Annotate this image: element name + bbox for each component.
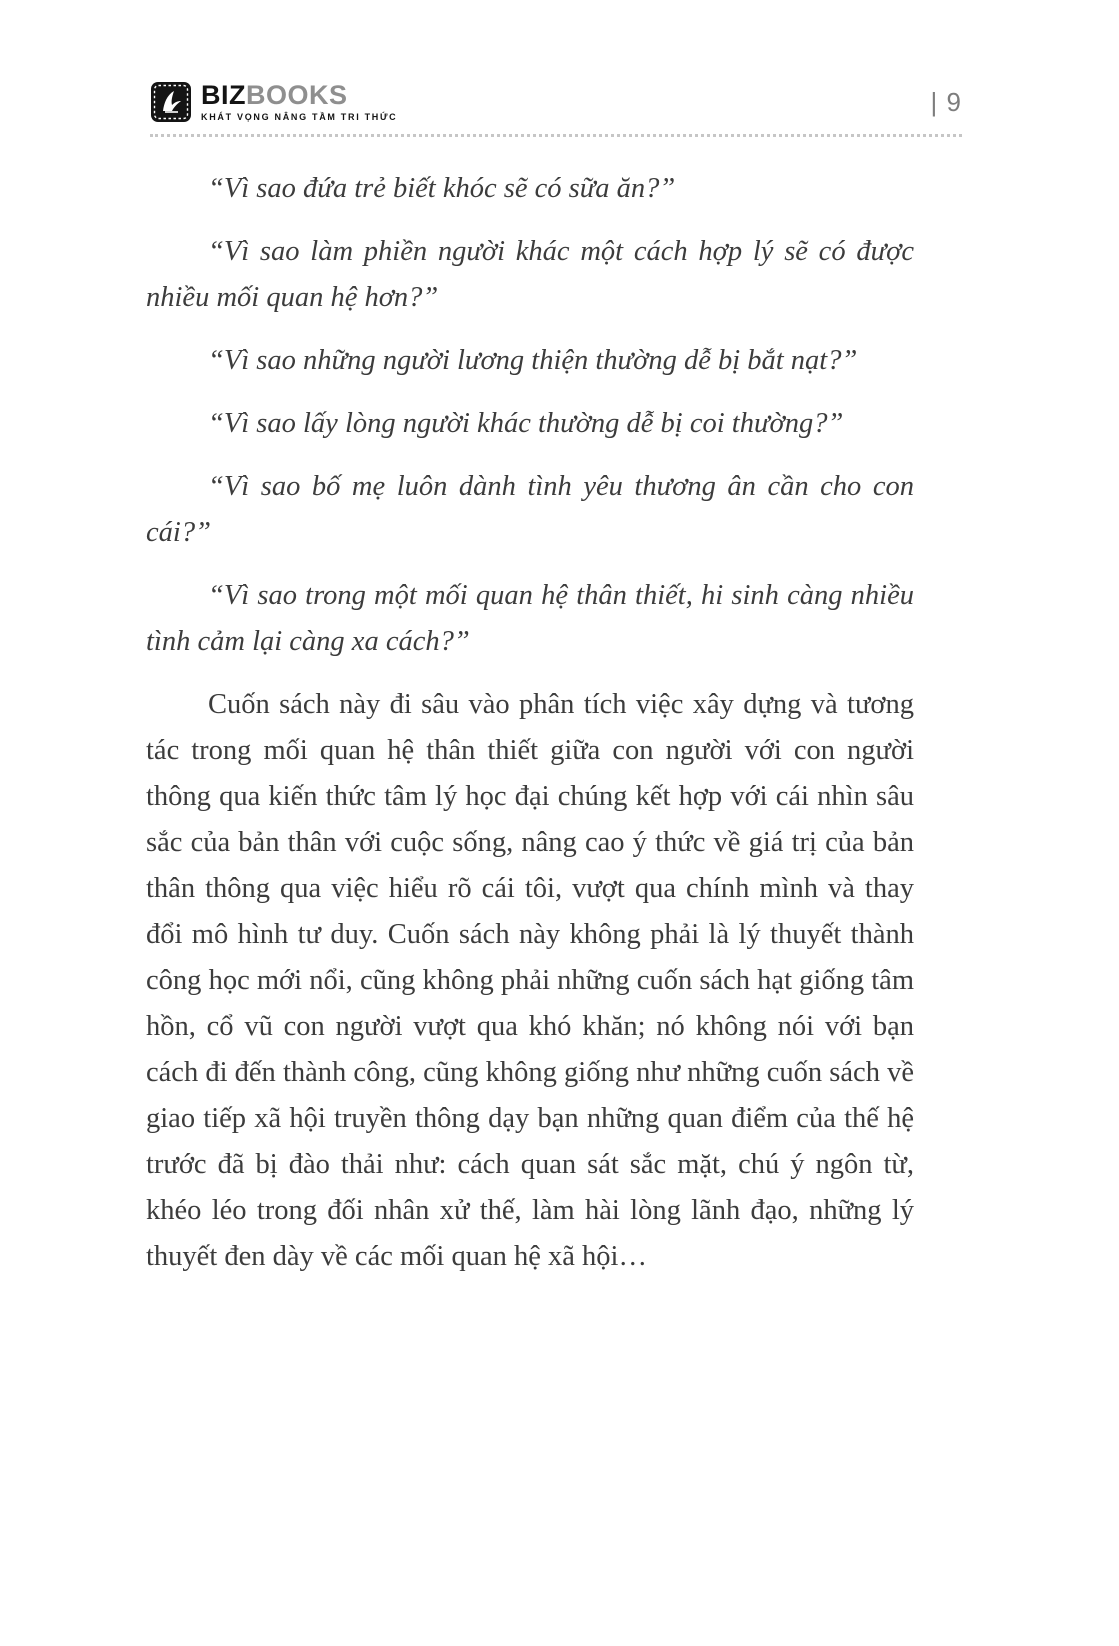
brand-name-books: BOOKS [246, 80, 348, 110]
brand-text [201, 82, 397, 122]
brand-name [201, 82, 397, 109]
body-paragraph: Cuốn sách này đi sâu vào phân tích việc xây dựng và tương tác trong mối quan hệ thân thiết giữa con người với con người thông qua kiến thức tâm lý học đại chúng kết hợp với cái nhìn sâu sắc của bản thân với cuộc sống, nâng cao ý thức về giá trị của bản thân thông qua việc hiểu rõ cái tôi, vượt qua chính mình và thay đổi mô hình tư duy. Cuốn sách này không phải là lý thuyết thành công học mới nổi, cũng không phải những cuốn sách hạt giống tâm hồn, cổ vũ con người vượt qua khó khăn; nó không nói với bạn cách đi đến thành công, cũng không giống như những cuốn sách về giao tiếp xã hội truyền thông dạy bạn những quan điểm của thế hệ trước đã bị đào thải như: cách quan sát sắc mặt, chú ý ngôn từ, khéo léo trong đối nhân xử thế, làm hài lòng lãnh đạo, những lý thuyết đen dày về các mối quan hệ xã hội… [146, 689, 914, 1272]
page-content [146, 166, 914, 1280]
publisher-logo [150, 81, 397, 123]
quote-line: “Vì sao đứa trẻ biết khóc sẽ có sữa ăn?” [208, 173, 676, 204]
brand-name-biz: BIZ [201, 80, 246, 110]
quote-line: “Vì sao lấy lòng người khác thường dễ bị coi thường?” [208, 408, 844, 439]
page-number-bar: | [930, 86, 939, 117]
page-number [931, 87, 962, 118]
quote-line: “Vì sao trong một mối quan hệ thân thiết, hi sinh càng nhiều tình cảm lại càng xa cách?” [146, 580, 914, 657]
brand-tagline: KHÁT VỌNG NÂNG TẦM TRI THỨC [201, 112, 398, 122]
page-header [150, 78, 962, 126]
bizbooks-stamp-icon [150, 81, 192, 123]
quote-line: “Vì sao bố mẹ luôn dành tình yêu thương ân cần cho con cái?” [146, 471, 914, 548]
quote-line: “Vì sao làm phiền người khác một cách hợp lý sẽ có được nhiều mối quan hệ hơn?” [146, 236, 914, 313]
quote-line: “Vì sao những người lương thiện thường dễ bị bắt nạt?” [208, 345, 858, 376]
header-divider [150, 134, 962, 137]
page-number-value: 9 [946, 86, 962, 117]
